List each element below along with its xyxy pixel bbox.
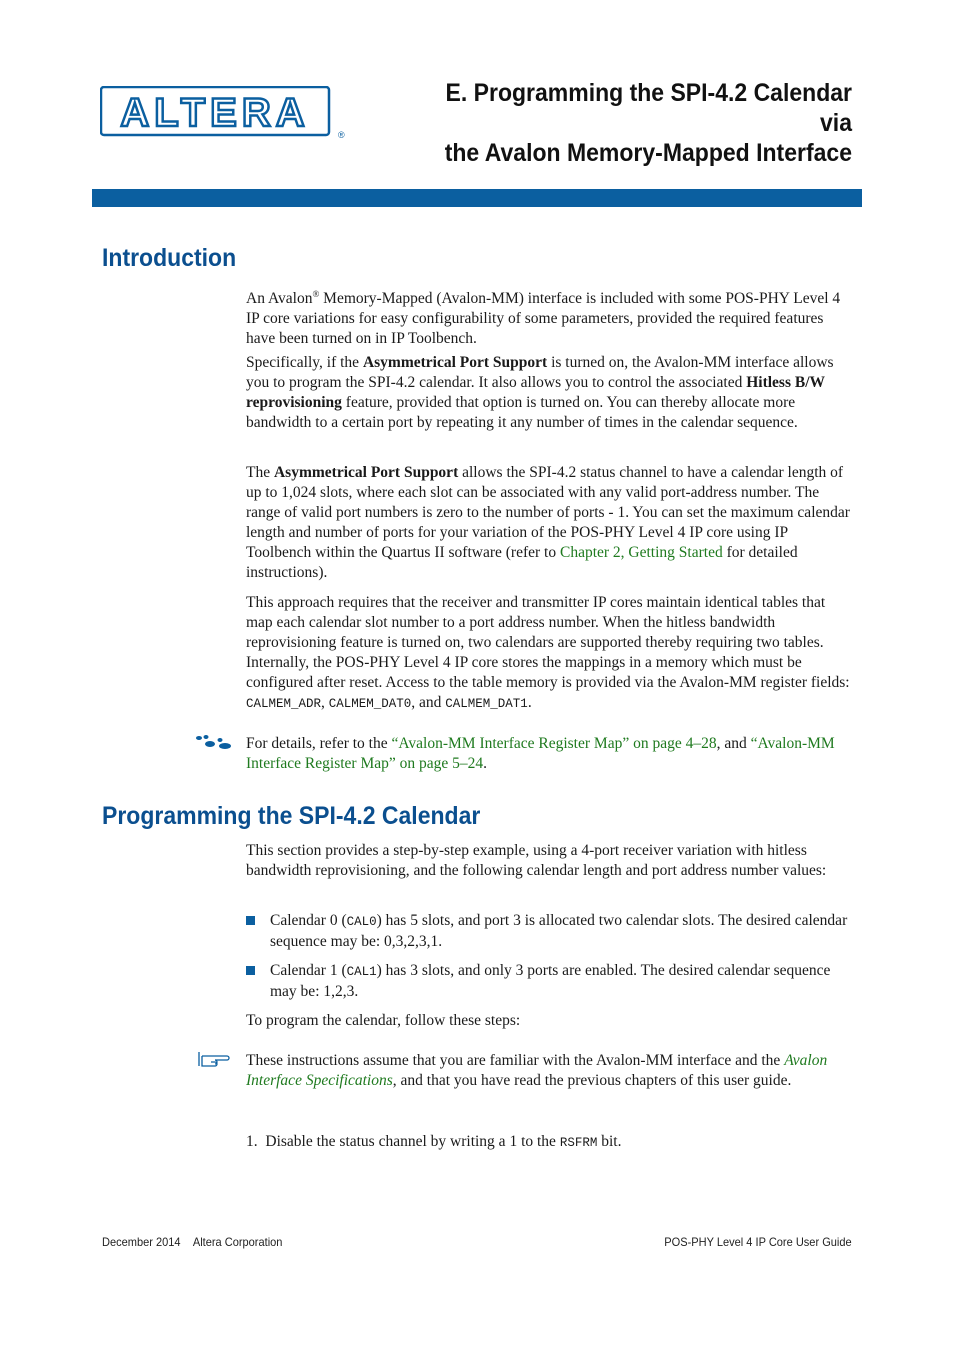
reference-note: For details, refer to the “Avalon-MM Interface Register Map” on page 4–28, and “Avalon-MM Interface Register Map” on page 5–24. bbox=[246, 735, 835, 772]
intro-paragraph-4: This approach requires that the receiver and transmitter IP cores maintain identical tables that map each calendar slot number to a port address number. When the hitless bandwidth reprovisioning feature is turned on, two calendars are supported thereby requiring two tables. Internally, the POS-PHY Level 4 IP core stores the mappings in a memory which must be configured after reset. Access to the table memory is provided via the Avalon-MM register fields: CALMEM_ADR, CALMEM_DAT0, and CALMEM_DAT1. bbox=[246, 594, 850, 711]
footer-left bbox=[102, 1235, 282, 1249]
bullet-square bbox=[246, 966, 255, 975]
intro-paragraph-3: The Asymmetrical Port Support allows the SPI-4.2 status channel to have a calendar length of up to 1,024 slots, where each slot can be associated with any valid port-address number. The range of valid port numbers is zero to the number of ports - 1. You can set the maximum calendar length and number of ports for your variation of the POS-PHY Level 4 IP core using IP Toolbench within the Quartus II software (refer to Chapter 2, Getting Started for detailed instructions). bbox=[246, 464, 850, 581]
assumption-note: These instructions assume that you are familiar with the Avalon-MM interface and the Avalon Interface Specifications, and that you have read the previous chapters of this user guide. bbox=[246, 1052, 828, 1089]
register-map-link-4-28[interactable]: “Avalon-MM Interface Register Map” on page 4–28 bbox=[391, 735, 717, 752]
intro-paragraph-1: An Avalon® Memory-Mapped (Avalon-MM) interface is included with some POS-PHY Level 4 IP core variations for easy configurability of some parameters, provided the required features have been turned on in IP Toolbench. bbox=[246, 289, 841, 348]
introduction-heading: Introduction bbox=[102, 244, 237, 272]
altera-logo bbox=[100, 86, 346, 142]
footer-date: December 2014 bbox=[102, 1235, 181, 1249]
intro-paragraph-2: Specifically, if the Asymmetrical Port Support is turned on, the Avalon-MM interface allows you to program the SPI-4.2 calendar. It also allows you to control the associated Hitless B/W reprovisioning feature, provided that option is turned on. You can thereby allocate more bandwidth to a certain port by repeating it any number of times in the calendar sequence. bbox=[246, 354, 834, 431]
register-map-link-5-24[interactable]: “Avalon-MM Interface Register Map” on page 5–24 bbox=[246, 735, 835, 772]
footprints-icon bbox=[193, 734, 233, 752]
svg-text:®: ® bbox=[338, 130, 345, 140]
step-number: 1. bbox=[246, 1133, 258, 1150]
programming-paragraph-2: To program the calendar, follow these steps: bbox=[246, 1012, 521, 1029]
bullet-square bbox=[246, 916, 255, 925]
avalon-spec-link[interactable]: Avalon Interface Specifications bbox=[246, 1052, 828, 1089]
chapter-title-line1: E. Programming the SPI-4.2 Calendar via bbox=[445, 79, 852, 137]
title-divider-bar bbox=[92, 189, 862, 207]
pointing-hand-icon bbox=[197, 1050, 233, 1068]
footer-doc-title: POS-PHY Level 4 IP Core User Guide bbox=[664, 1235, 852, 1249]
bullet-calendar-0: Calendar 0 (CAL0) has 5 slots, and port 3 is allocated two calendar slots. The desired calendar sequence may be: 0,3,2,3,1. bbox=[270, 912, 848, 950]
bullet-calendar-1: Calendar 1 (CAL1) has 3 slots, and only 3 ports are enabled. The desired calendar sequence may be: 1,2,3. bbox=[270, 962, 831, 1000]
chapter-title-line2: the Avalon Memory-Mapped Interface bbox=[444, 139, 852, 167]
programming-heading: Programming the SPI-4.2 Calendar bbox=[102, 802, 481, 830]
step-1: 1. Disable the status channel by writing a 1 to the RSFRM bit. bbox=[246, 1133, 622, 1150]
chapter-2-link[interactable]: Chapter 2, Getting Started bbox=[559, 544, 723, 561]
svg-text:ALTERA: ALTERA bbox=[120, 91, 310, 135]
chapter-title bbox=[418, 78, 852, 168]
footer-company: Altera Corporation bbox=[192, 1235, 283, 1249]
programming-paragraph-1: This section provides a step-by-step example, using a 4-port receiver variation with hitless bandwidth reprovisioning, and the following calendar length and port address number values: bbox=[246, 842, 827, 879]
